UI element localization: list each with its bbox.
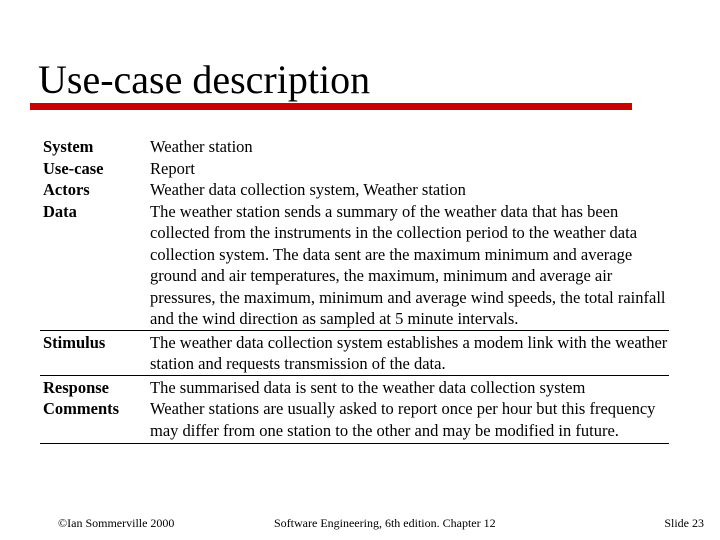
row-value-actors: Weather data collection system, Weather station <box>150 180 466 199</box>
table-row-actors <box>40 179 669 201</box>
table-row-comments <box>40 398 669 444</box>
row-label-use-case: Use-case <box>43 158 104 178</box>
row-label-stimulus: Stimulus <box>40 330 150 375</box>
table-row-response <box>40 375 669 398</box>
slide-title: Use-case description <box>38 57 371 102</box>
row-label-comments: Comments <box>40 398 150 444</box>
table-row-system <box>40 136 669 158</box>
row-label-actors: Actors <box>43 180 90 199</box>
title-underline <box>30 103 632 110</box>
use-case-table <box>40 136 669 444</box>
footer-book-title: Software Engineering, 6th edition. Chapter 12 <box>274 516 496 530</box>
row-value-response: The summarised data is sent to the weather data collection system <box>150 375 669 398</box>
table-row-use-case <box>40 158 669 180</box>
footer-copyright: ©Ian Sommerville 2000 <box>58 516 175 530</box>
row-label-system: System <box>43 137 94 156</box>
table-row-data <box>40 201 669 331</box>
row-value-system: Weather station <box>150 137 253 156</box>
footer-slide-number: Slide 23 <box>664 516 704 530</box>
row-value-stimulus: The weather data collection system establishes a modem link with the weather station and requests transmission of the data. <box>150 330 669 375</box>
row-label-response: Response <box>40 375 150 398</box>
row-value-comments: Weather stations are usually asked to report once per hour but this frequency may differ from one station to the other and may be modified in future. <box>150 398 669 444</box>
row-value-use-case: Report <box>150 158 195 178</box>
row-label-data: Data <box>43 201 77 221</box>
table-row-stimulus <box>40 330 669 375</box>
row-value-data: The weather station sends a summary of the weather data that has been collected from the instruments in the collection period to the weather data collection system. The data sent are the maximum minimum and average ground and air temperatures, the maximum, minimum and average air pressures, the maximum, minimum and average wind speeds, the total rainfall and the wind direction as sampled at 5 minute intervals. <box>150 201 666 328</box>
